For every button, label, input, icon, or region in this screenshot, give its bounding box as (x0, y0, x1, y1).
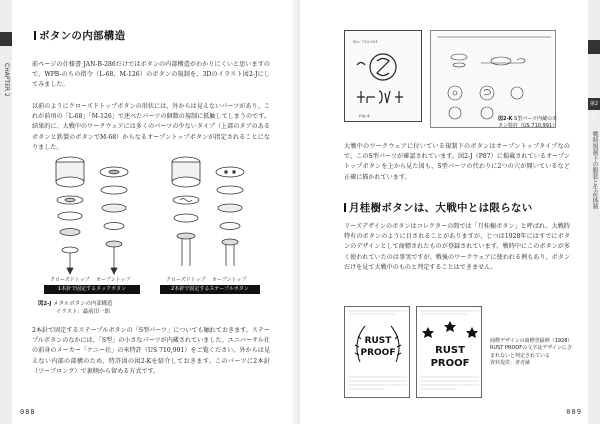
stamp-caption (490, 338, 574, 368)
closed-top-tack-button (56, 157, 84, 274)
trademark-stamp-left (344, 306, 410, 398)
figure-2j-label: 図2-J (38, 301, 52, 307)
paragraph-3: 2本針で固定するステープルボタンの「S型パーツ」についても触れておきます。ステープルボタンのなかには、「S型」の小さなパーツが内蔵されていました。ユニバーサル社の前身のメーカー「ケニー社」の米特許（US 710,991）をご覧ください。外からは見えない内部の部構のため、特許図の図2-Kを紹介しておきます。このパーツに2本針（ツーブロング）で裏側から留める方式です。 (32, 327, 270, 375)
paragraph-right-2: リーズデザインのボタンはコレクターの間では「月桂樹ボタン」と呼ばれ、大戦時特有のボタンのように目されることがありますが、じつは1928年にはすでにボタンのデザインとして商標されたものが登録されています。戦時中にこのボタンが多く使われていたのは事実ですが、戦後のワークウェアに使われる例もあり、ボタンだけを見て大戦中のものと判定することはできません。 (344, 223, 570, 271)
heading-bar-right (344, 203, 346, 212)
paragraph-1: 前ページの仕様書 JAN-B-286だけではボタンの内部構造がわかりにくいと思いますので、WPB-のちの指令（L-68、M-126）のボタンの規制を、3Dのイラスト図2-Jにしてみました。 (32, 61, 270, 89)
figure-2k-caption-text: S型パーツ内蔵のボタン特許（US 710,991） (498, 116, 558, 129)
patent-drawing-left (344, 30, 422, 122)
page-number-right: 089 (566, 408, 582, 416)
svg-text:RUST: RUST (364, 336, 392, 346)
page-number-left: 088 (20, 408, 36, 416)
svg-text:No. 710,991: No. 710,991 (353, 39, 378, 44)
open-top-staple-button (216, 167, 244, 266)
svg-text:PROOF: PROOF (360, 348, 396, 358)
paragraph-2: 以前のようにクローズドトップボタンの形状には、外からは見えないパーツがあり、これが前項の「L-68」「M-126」で述べたパーツの個数の規制に抵触してしまうのです。結果的に、大戦中のワークウェアには多くのパーツの少ないタイプ（上部のタブのあるボタンと鉄製のボタンでM-68）からなるオープントップボタンが指定されることになりました。 (32, 103, 270, 151)
svg-text:PROOF: PROOF (430, 358, 470, 369)
svg-text:RUST: RUST (435, 345, 465, 356)
paragraph-right-1: 大戦中のワークウェアに付いている規制下のボタンはオープントップタイプなので、このS型パーツが確認されています。図2-J（P87）に掲載されているオープントップボタンを上から見た図も、S型パーツの代わりに2つの穴が開いているなど正確に描かれています。 (344, 143, 570, 181)
stamp-caption-credit: 資料提供：著者蔵 (490, 360, 531, 367)
right-page (300, 0, 600, 424)
heading-bar (34, 31, 36, 40)
band-tack-button: 1本針で固定するタックボタン (44, 285, 140, 294)
figure-2j-credit: イラスト：最前田一朗 (56, 309, 110, 315)
label-open-top-2: オープントップ (212, 277, 247, 283)
open-top-tack-button (100, 167, 128, 274)
patent-button-sections (431, 31, 557, 129)
rust-proof-laurel-left (345, 307, 411, 399)
label-open-top-1: オープントップ (96, 277, 131, 283)
band-staple-button: 2本針で固定するステープルボタン (160, 285, 260, 294)
figure-2j-caption-text: メタルボタンの内部構造 (53, 301, 113, 307)
figure-2k-label: 図2-K (498, 116, 513, 122)
stamp-caption-title: 商標デザインの商標登録例（1928） (490, 338, 573, 344)
patent-fig-label: Fig.4. (359, 113, 371, 118)
chapter-tab-right (588, 40, 600, 54)
label-closed-top-1: クローズドトップ (50, 277, 90, 283)
patent-drawing-right (430, 30, 556, 128)
section-tag: 第2章 (588, 98, 600, 110)
left-side-band (0, 0, 12, 424)
chapter-tab (0, 32, 12, 46)
side-chapter-text: CHAPTER 2 (3, 63, 10, 97)
right-side-band (588, 0, 600, 424)
section-heading-right (344, 200, 533, 215)
heading-text: ボタンの内部構造 (39, 30, 126, 42)
figure-2k-caption (498, 116, 558, 130)
figure-2j-caption (38, 300, 238, 316)
label-closed-top-2: クローズドトップ (166, 277, 206, 283)
heading-text-right: 月桂樹ボタンは、大戦中とは限らない (349, 202, 533, 214)
stamp-caption-text: RUST PROOFの文字はデザインに含まれないと判定されている (490, 345, 572, 359)
patent-s-part-drawing (345, 31, 423, 123)
closed-top-staple-button (172, 157, 200, 266)
section-heading (34, 28, 125, 43)
trademark-stamp-right (416, 306, 482, 398)
figure-2j (32, 150, 270, 300)
side-section-text: 戦時規制下の服装と生産体制 (591, 131, 598, 209)
rust-proof-stars-right (417, 307, 483, 399)
